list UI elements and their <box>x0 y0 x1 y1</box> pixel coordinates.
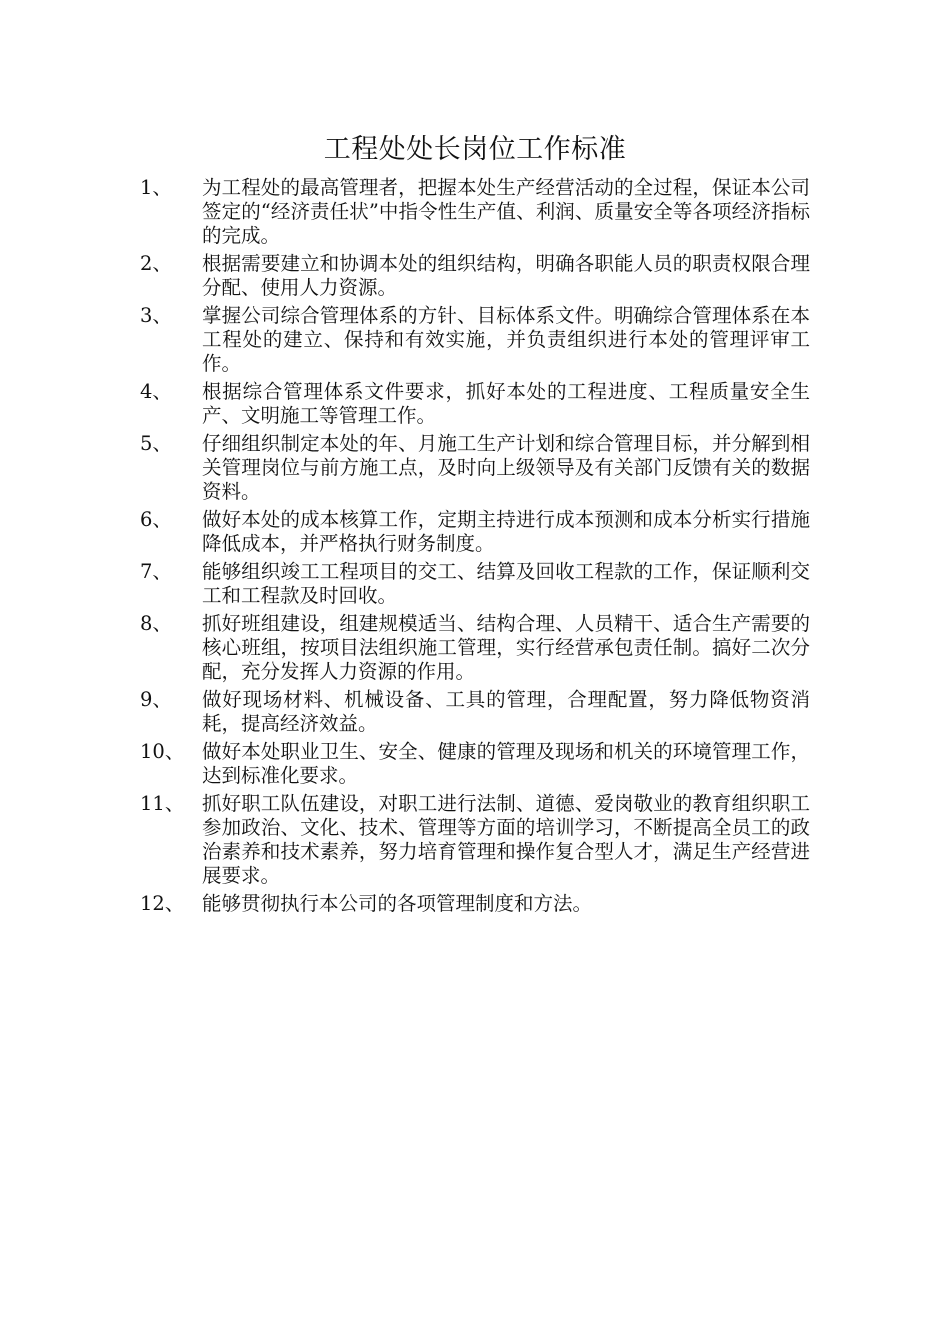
list-item-number: 10、 <box>140 740 185 763</box>
list-item-number: 1、 <box>140 176 172 199</box>
list-item <box>140 560 810 608</box>
list-item-text: 掌握公司综合管理体系的方针、目标体系文件。明确综合管理体系在本工程处的建立、保持和有效实施，并负责组织进行本处的管理评审工作。 <box>202 304 810 375</box>
page-title: 工程处处长岗位工作标准 <box>323 134 627 165</box>
list-item-number: 11、 <box>140 792 185 815</box>
list-item-text: 做好本处职业卫生、安全、健康的管理及现场和机关的环境管理工作，达到标准化要求。 <box>202 740 810 787</box>
list-item-text: 抓好班组建设，组建规模适当、结构合理、人员精干、适合生产需要的核心班组，按项目法组织施工管理，实行经营承包责任制。搞好二次分配，充分发挥人力资源的作用。 <box>202 612 810 683</box>
list-item-text: 能够组织竣工工程项目的交工、结算及回收工程款的工作，保证顺利交工和工程款及时回收。 <box>202 560 810 607</box>
list-item-number: 2、 <box>140 252 172 275</box>
list-item <box>140 304 810 376</box>
list-item-number: 12、 <box>140 892 185 915</box>
list-item-number: 6、 <box>140 508 172 531</box>
list-item <box>140 508 810 556</box>
list-item-number: 8、 <box>140 612 172 635</box>
list-item-number: 7、 <box>140 560 172 583</box>
list-item <box>140 612 810 684</box>
list-item-number: 9、 <box>140 688 172 711</box>
list-item-text: 为工程处的最高管理者，把握本处生产经营活动的全过程，保证本公司签定的“经济责任状”中指令性生产值、利润、质量安全等各项经济指标的完成。 <box>202 176 810 247</box>
list-item <box>140 792 810 888</box>
list-item <box>140 432 810 504</box>
standards-list <box>140 176 810 920</box>
list-item <box>140 252 810 300</box>
list-item <box>140 380 810 428</box>
list-item-text: 抓好职工队伍建设，对职工进行法制、道德、爱岗敬业的教育组织职工参加政治、文化、技术、管理等方面的培训学习，不断提高全员工的政治素养和技术素养，努力培育管理和操作复合型人才，满足生产经营进展要求。 <box>202 792 810 887</box>
list-item-text: 能够贯彻执行本公司的各项管理制度和方法。 <box>202 892 593 915</box>
list-item-text: 做好本处的成本核算工作，定期主持进行成本预测和成本分析实行措施降低成本，并严格执行财务制度。 <box>202 508 810 555</box>
list-item-text: 做好现场材料、机械设备、工具的管理，合理配置，努力降低物资消耗，提高经济效益。 <box>202 688 810 735</box>
list-item-text: 仔细组织制定本处的年、月施工生产计划和综合管理目标，并分解到相关管理岗位与前方施工点，及时向上级领导及有关部门反馈有关的数据资料。 <box>202 432 810 503</box>
list-item <box>140 176 810 248</box>
list-item-text: 根据综合管理体系文件要求，抓好本处的工程进度、工程质量安全生产、文明施工等管理工作。 <box>202 380 810 427</box>
list-item <box>140 740 810 788</box>
list-item <box>140 688 810 736</box>
list-item-number: 5、 <box>140 432 172 455</box>
list-item-text: 根据需要建立和协调本处的组织结构，明确各职能人员的职责权限合理分配、使用人力资源。 <box>202 252 810 299</box>
list-item-number: 3、 <box>140 304 172 327</box>
list-item <box>140 892 810 916</box>
list-item-number: 4、 <box>140 380 172 403</box>
